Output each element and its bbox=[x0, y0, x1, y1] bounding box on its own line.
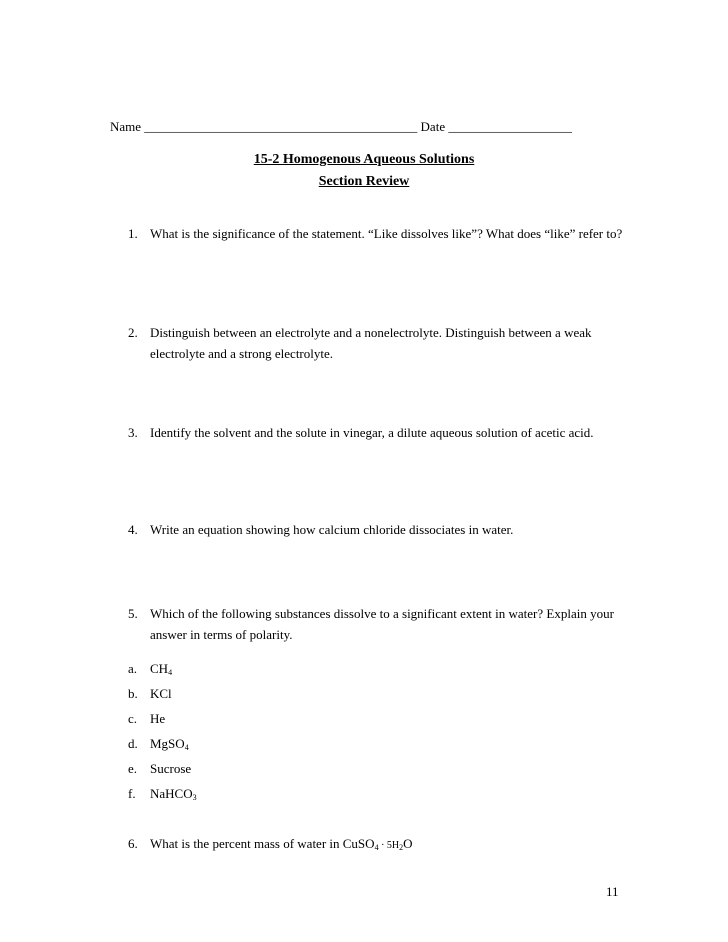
question-4 bbox=[128, 519, 628, 540]
date-label: Date bbox=[420, 119, 446, 134]
worksheet-title: 15-2 Homogenous Aqueous Solutions bbox=[253, 152, 475, 167]
option-letter: a. bbox=[128, 661, 138, 676]
option-letter: c. bbox=[128, 711, 138, 726]
question-text: Write an equation showing how calcium chloride dissociates in water. bbox=[150, 522, 514, 537]
option-formula: MgSO bbox=[150, 736, 185, 751]
formula-subscript: 2 bbox=[399, 843, 404, 852]
question-text: Distinguish between an electrolyte and a nonelectrolyte. Distinguish between a weak electrolyte and a strong electrolyte. bbox=[150, 325, 592, 361]
option-formula: KCl bbox=[150, 686, 172, 701]
question-number: 6. bbox=[128, 836, 138, 851]
option-letter: d. bbox=[128, 736, 138, 751]
name-field-line[interactable]: __________________________________________ bbox=[144, 119, 418, 134]
question-text: Which of the following substances dissolve to a significant extent in water? Explain your answer in terms of polarity. bbox=[150, 606, 614, 642]
option-subscript: 4 bbox=[184, 743, 189, 752]
option-f bbox=[128, 786, 197, 802]
option-formula: CH bbox=[150, 661, 169, 676]
question-3 bbox=[128, 422, 628, 443]
question-number: 5. bbox=[128, 606, 138, 621]
option-c bbox=[128, 711, 165, 727]
option-b bbox=[128, 686, 172, 702]
question-6 bbox=[128, 833, 648, 858]
question-number: 4. bbox=[128, 522, 138, 537]
option-formula: Sucrose bbox=[150, 761, 192, 776]
hydrate-dot: · 5H bbox=[378, 840, 400, 851]
option-formula: He bbox=[150, 711, 166, 726]
option-letter: f. bbox=[128, 786, 136, 801]
option-letter: e. bbox=[128, 761, 138, 776]
question-5 bbox=[128, 603, 628, 645]
date-field-line[interactable]: ___________________ bbox=[448, 119, 572, 134]
question-number: 2. bbox=[128, 325, 138, 340]
formula-end: O bbox=[403, 836, 413, 851]
worksheet-subtitle: Section Review bbox=[318, 174, 410, 189]
name-label: Name bbox=[110, 119, 142, 134]
option-formula: NaHCO bbox=[150, 786, 193, 801]
question-text: What is the significance of the statement. “Like dissolves like”? What does “like” refer to? bbox=[150, 226, 623, 241]
formula-subscript: 4 bbox=[374, 843, 379, 852]
question-1 bbox=[128, 223, 628, 244]
question-2 bbox=[128, 322, 628, 364]
page-number: 11 bbox=[606, 884, 619, 899]
option-a bbox=[128, 661, 172, 677]
option-letter: b. bbox=[128, 686, 138, 701]
question-number: 1. bbox=[128, 226, 138, 241]
option-subscript: 4 bbox=[168, 668, 173, 677]
name-date-row bbox=[110, 119, 572, 135]
option-subscript: 3 bbox=[192, 793, 197, 802]
question-number: 3. bbox=[128, 425, 138, 440]
question-6-text-wrap bbox=[150, 833, 648, 858]
question-text: Identify the solvent and the solute in vinegar, a dilute aqueous solution of acetic acid. bbox=[150, 425, 594, 440]
option-e bbox=[128, 761, 191, 777]
option-d bbox=[128, 736, 189, 752]
question-text: What is the percent mass of water in CuSO bbox=[150, 836, 375, 851]
